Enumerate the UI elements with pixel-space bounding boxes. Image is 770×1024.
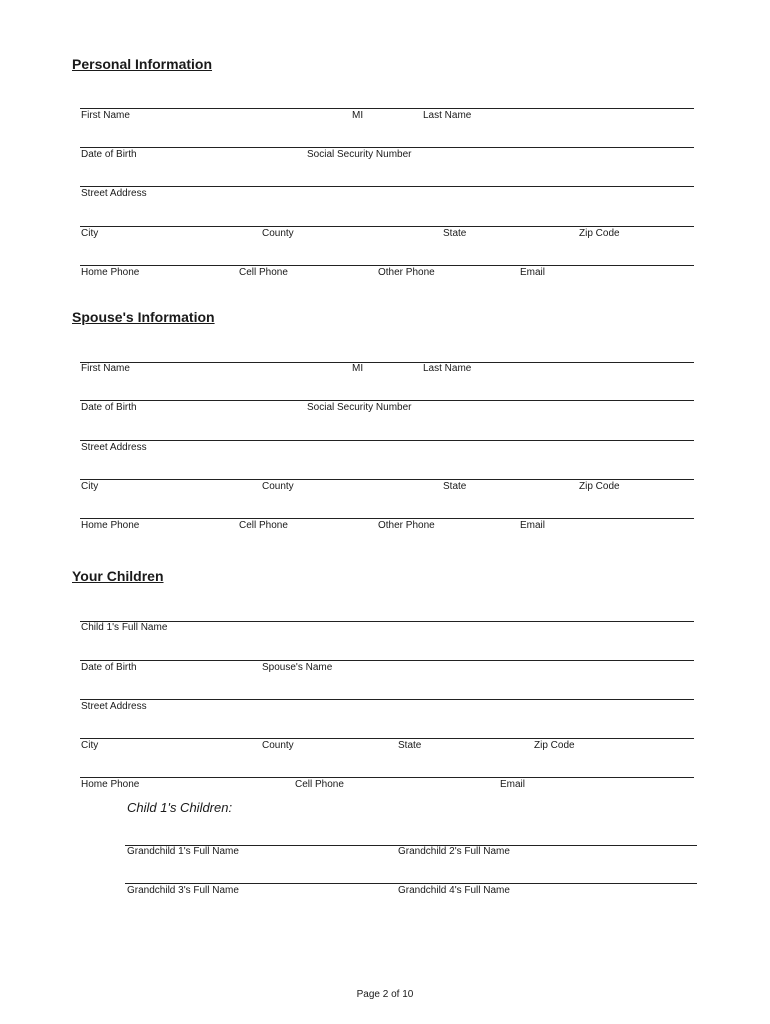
spouse-info-heading: Spouse's Information xyxy=(72,309,215,325)
spouse-other-phone-label: Other Phone xyxy=(378,520,435,531)
page-number: Page 2 of 10 xyxy=(356,989,414,1000)
grandchild4-label: Grandchild 4's Full Name xyxy=(398,885,510,896)
email-label: Email xyxy=(520,267,546,278)
spouse-dob-line[interactable] xyxy=(80,400,694,401)
spouse-county-label: County xyxy=(262,481,294,492)
city-label: City xyxy=(81,228,99,239)
spouse-phone-line[interactable] xyxy=(80,518,694,519)
child-home-phone-label: Home Phone xyxy=(81,779,140,790)
children-heading: Your Children xyxy=(72,568,164,584)
child-name-label: Child 1's Full Name xyxy=(81,622,168,633)
spouse-state-label: State xyxy=(443,481,467,492)
dob-line[interactable] xyxy=(80,147,694,148)
child-zip-code-label: Zip Code xyxy=(534,740,575,751)
last-name-label: Last Name xyxy=(423,110,472,121)
child-city-label: City xyxy=(81,740,99,751)
spouse-street-address-label: Street Address xyxy=(81,442,147,453)
mi-label: MI xyxy=(352,110,364,121)
child-dob-line[interactable] xyxy=(80,660,694,661)
spouse-first-name-label: First Name xyxy=(81,363,130,374)
child-county-label: County xyxy=(262,740,294,751)
child-street-address-line[interactable] xyxy=(80,699,694,700)
child-street-address-label: Street Address xyxy=(81,701,147,712)
spouse-zip-code-label: Zip Code xyxy=(579,481,620,492)
grandchild-row2-line[interactable] xyxy=(125,883,697,884)
other-phone-label: Other Phone xyxy=(378,267,435,278)
spouse-last-name-label: Last Name xyxy=(423,363,472,374)
child-email-label: Email xyxy=(500,779,526,790)
spouse-cell-phone-label: Cell Phone xyxy=(239,520,288,531)
child-spouse-name-label: Spouse's Name xyxy=(262,662,333,673)
cell-phone-label: Cell Phone xyxy=(239,267,288,278)
phone-line[interactable] xyxy=(80,265,694,266)
street-address-label: Street Address xyxy=(81,188,147,199)
child-name-line[interactable] xyxy=(80,621,694,622)
dob-label: Date of Birth xyxy=(81,149,137,160)
child-dob-label: Date of Birth xyxy=(81,662,137,673)
spouse-email-label: Email xyxy=(520,520,546,531)
ssn-label: Social Security Number xyxy=(307,149,412,160)
grandchild1-label: Grandchild 1's Full Name xyxy=(127,846,239,857)
spouse-ssn-label: Social Security Number xyxy=(307,402,412,413)
state-label: State xyxy=(443,228,467,239)
grandchild2-label: Grandchild 2's Full Name xyxy=(398,846,510,857)
street-address-line[interactable] xyxy=(80,186,694,187)
child-cell-phone-label: Cell Phone xyxy=(295,779,344,790)
spouse-city-line[interactable] xyxy=(80,479,694,480)
child-state-label: State xyxy=(398,740,422,751)
spouse-dob-label: Date of Birth xyxy=(81,402,137,413)
zip-code-label: Zip Code xyxy=(579,228,620,239)
spouse-street-address-line[interactable] xyxy=(80,440,694,441)
child-children-subheading: Child 1's Children: xyxy=(127,800,233,815)
personal-info-heading: Personal Information xyxy=(72,56,213,72)
city-line[interactable] xyxy=(80,226,694,227)
home-phone-label: Home Phone xyxy=(81,267,140,278)
spouse-first-name-line[interactable] xyxy=(80,362,694,363)
spouse-home-phone-label: Home Phone xyxy=(81,520,140,531)
county-label: County xyxy=(262,228,294,239)
spouse-mi-label: MI xyxy=(352,363,364,374)
first-name-label: First Name xyxy=(81,110,130,121)
child-phone-line[interactable] xyxy=(80,777,694,778)
child-city-line[interactable] xyxy=(80,738,694,739)
first-name-line[interactable] xyxy=(80,108,694,109)
spouse-city-label: City xyxy=(81,481,99,492)
grandchild3-label: Grandchild 3's Full Name xyxy=(127,885,239,896)
